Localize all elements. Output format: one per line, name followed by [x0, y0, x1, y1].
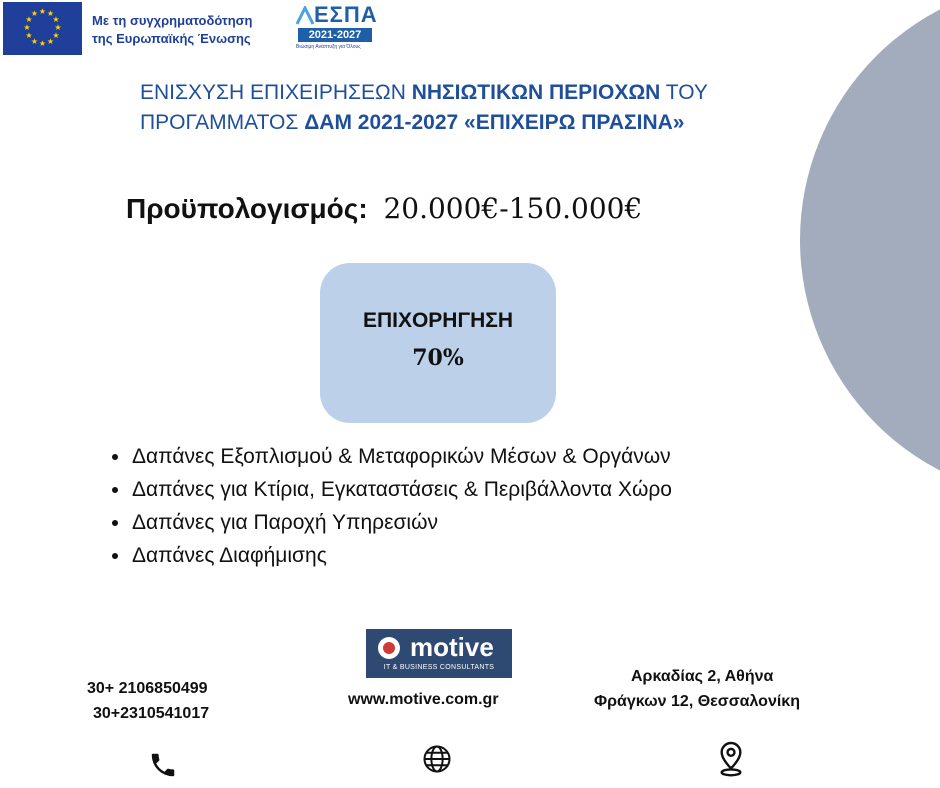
- espa-subtitle: Βιώσιμη Ανάπτυξη για Όλους: [296, 44, 361, 50]
- svg-text:★: ★: [46, 37, 55, 46]
- headline-line1-bold: ΝΗΣΙΩΤΙΚΩΝ ΠΕΡΙΟΧΩΝ: [411, 81, 661, 104]
- phone-icon: [148, 750, 178, 780]
- bullet-icon: [112, 487, 118, 493]
- list-item-text: Δαπάνες Εξοπλισμού & Μεταφορικών Μέσων & Οργάνων: [132, 445, 671, 468]
- list-item: [108, 539, 672, 572]
- headline-line2-bold: ΔΑΜ 2021-2027 «ΕΠΙΧΕΙΡΩ ΠΡΑΣΙΝΑ»: [304, 111, 685, 134]
- svg-text:★: ★: [23, 23, 31, 32]
- eu-cofunding-text: [92, 12, 253, 48]
- svg-text:★: ★: [38, 7, 47, 16]
- headline-line1-normal: ΕΝΙΣΧΥΣΗ ΕΠΙΧΕΙΡΗΣΕΩΝ: [140, 81, 412, 104]
- location-pin-icon: [715, 740, 747, 778]
- espa-title: ΕΣΠΑ: [314, 2, 378, 27]
- espa-logo: [292, 4, 376, 54]
- svg-text:★: ★: [25, 15, 33, 24]
- svg-text:★: ★: [30, 9, 39, 18]
- phone-number-1: 30+ 2106850499: [87, 680, 208, 697]
- svg-text:★: ★: [46, 9, 55, 18]
- bullet-icon: [112, 520, 118, 526]
- list-item: [108, 440, 672, 473]
- eu-flag-icon: [3, 2, 82, 55]
- list-item-text: Δαπάνες για Παροχή Υπηρεσιών: [132, 511, 438, 534]
- bullet-icon: [112, 553, 118, 559]
- svg-text:★: ★: [30, 37, 39, 46]
- phone-number-2: 30+2310541017: [93, 705, 210, 722]
- globe-icon: [422, 744, 452, 774]
- headline: [140, 78, 800, 138]
- svg-text:★: ★: [52, 31, 60, 40]
- decorative-circle: [800, 0, 940, 500]
- svg-text:★: ★: [38, 39, 47, 48]
- motive-logo-tagline: IT & BUSINESS CONSULTANTS: [383, 664, 495, 671]
- headline-line2: [140, 108, 800, 138]
- headline-line2-normal: ΠΡΟΓΑΜΜΑΤΟΣ: [140, 111, 305, 134]
- svg-text:★: ★: [52, 15, 60, 24]
- eu-text-line2: της Ευρωπαϊκής Ένωσης: [92, 31, 251, 46]
- motive-logo-name: motive: [410, 632, 494, 662]
- budget-label: Προϋπολογισμός:: [126, 193, 368, 224]
- motive-logo: [366, 629, 512, 678]
- list-item-text: Δαπάνες Διαφήμισης: [132, 544, 327, 567]
- budget-line: [126, 192, 642, 225]
- website-link[interactable]: www.motive.com.gr: [348, 691, 499, 708]
- eu-text-line1: Με τη συγχρηματοδότηση: [92, 13, 253, 28]
- grant-title: ΕΠΙΧΟΡΗΓΗΣΗ: [362, 309, 514, 332]
- list-item-text: Δαπάνες για Κτίρια, Εγκαταστάσεις & Περιβάλλοντα Χώρο: [132, 478, 672, 501]
- grant-box: [320, 263, 556, 423]
- svg-text:★: ★: [54, 23, 62, 32]
- headline-line1-end: ΤΟΥ: [660, 81, 708, 104]
- address-thessaloniki: Φράγκων 12, Θεσσαλονίκη: [594, 693, 800, 710]
- bullet-icon: [112, 454, 118, 460]
- list-item: [108, 506, 672, 539]
- list-item: [108, 473, 672, 506]
- svg-text:★: ★: [25, 31, 33, 40]
- grant-percent: 70%: [412, 345, 464, 371]
- address-athens: Αρκαδίας 2, Αθήνα: [631, 668, 774, 685]
- motive-logo-mark-icon: [378, 637, 400, 659]
- expenses-list: [108, 440, 672, 572]
- espa-years: 2021-2027: [298, 28, 372, 42]
- headline-line1: [140, 78, 800, 108]
- budget-value: 20.000€-150.000€: [383, 192, 643, 225]
